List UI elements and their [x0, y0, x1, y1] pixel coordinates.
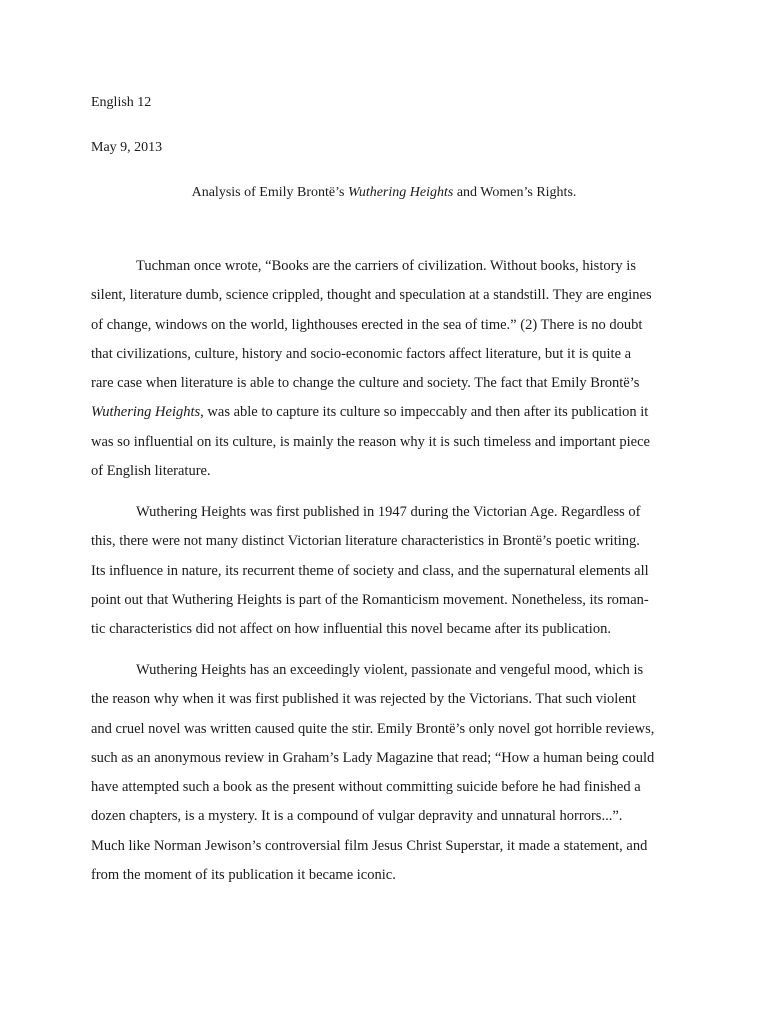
paragraph-3	[91, 656, 683, 890]
document-date: May 9, 2013	[91, 140, 163, 155]
paragraph-line	[91, 398, 683, 427]
paragraph-line: tic characteristics did not affect on how influential this novel became after its publication.	[91, 621, 611, 638]
paragraph-line: this, there were not many distinct Victorian literature characteristics in Brontë’s poetic writing.	[91, 533, 640, 550]
paragraph-line: rare case when literature is able to change the culture and society. The fact that Emily Brontë’s	[91, 375, 640, 392]
paragraph-line: dozen chapters, is a mystery. It is a compound of vulgar depravity and unnatural horrors...”.	[91, 808, 623, 825]
essay-title	[0, 183, 768, 203]
paragraph-line: Wuthering Heights has an exceedingly violent, passionate and vengeful mood, which is	[136, 662, 644, 678]
paragraph-line: of English literature.	[91, 463, 211, 480]
paragraph-line: was so influential on its culture, is mainly the reason why it is such timeless and important piece	[91, 433, 650, 450]
paragraph-line: point out that Wuthering Heights is part of the Romanticism movement. Nonetheless, its roman-	[91, 591, 649, 608]
paragraph-line: and cruel novel was written caused quite the stir. Emily Brontë’s only novel got horrible reviews,	[91, 720, 655, 737]
book-title-italic: Wuthering Heights	[91, 404, 201, 421]
paragraph-line: Its influence in nature, its recurrent theme of society and class, and the supernatural elements all	[91, 562, 649, 579]
paragraph-line: Wuthering Heights was first published in 1947 during the Victorian Age. Regardless of	[136, 504, 641, 520]
paragraph-line: silent, literature dumb, science crippled, thought and speculation at a standstill. They are engines	[91, 287, 652, 304]
paragraph-line: that civilizations, culture, history and socio-economic factors affect literature, but it is quite a	[91, 345, 632, 362]
paragraph-line: such as an anonymous review in Graham’s Lady Magazine that read; “How a human being could	[91, 749, 655, 766]
paragraph-line: have attempted such a book as the present without committing suicide before he had finished a	[91, 779, 641, 796]
line-rest: , was able to capture its culture so impeccably and then after its publication it	[200, 404, 649, 421]
course-name: English 12	[91, 95, 152, 110]
paragraph-line: from the moment of its publication it became iconic.	[91, 867, 396, 884]
paragraph-1	[91, 252, 683, 486]
paragraph-line: Much like Norman Jewison’s controversial film Jesus Christ Superstar, it made a statement, and	[91, 837, 648, 854]
paragraph-line: of change, windows on the world, lighthouses erected in the sea of time.” (2) There is no doubt	[91, 316, 643, 333]
paragraph-2	[91, 498, 683, 644]
title-prefix: Analysis of Emily Brontë’s	[191, 185, 348, 200]
paragraph-line: the reason why when it was first published it was rejected by the Victorians. That such violent	[91, 691, 637, 708]
paragraph-line: Tuchman once wrote, “Books are the carriers of civilization. Without books, history is	[136, 258, 636, 274]
title-suffix: and Women’s Rights.	[453, 185, 577, 200]
title-italic: Wuthering Heights	[347, 185, 454, 200]
